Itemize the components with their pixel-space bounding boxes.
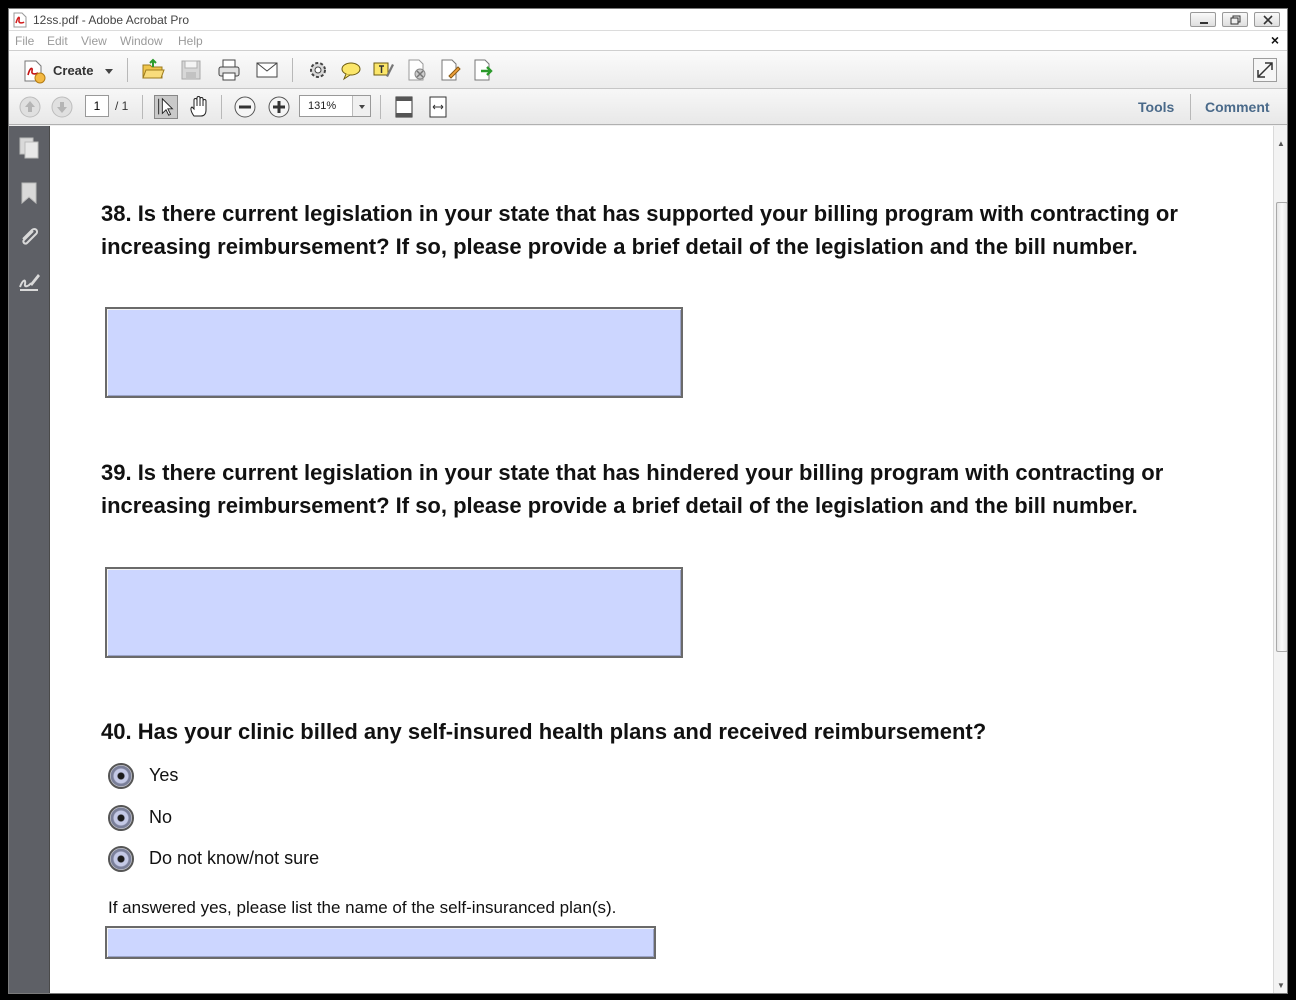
question-39-answer-field[interactable] bbox=[105, 567, 683, 658]
next-page-icon[interactable] bbox=[50, 95, 74, 119]
select-tool-icon[interactable] bbox=[154, 95, 178, 119]
comment-icon[interactable] bbox=[339, 58, 363, 82]
radio-button[interactable] bbox=[108, 805, 134, 831]
minimize-icon bbox=[1191, 13, 1217, 28]
window-title: 12ss.pdf - Adobe Acrobat Pro bbox=[33, 13, 190, 27]
sign-icon[interactable] bbox=[438, 58, 462, 82]
tools-pane-button[interactable]: Tools bbox=[1138, 99, 1175, 115]
radio-label-not-sure: Do not know/not sure bbox=[149, 848, 320, 868]
acrobat-window bbox=[8, 8, 1288, 994]
restore-icon bbox=[1223, 13, 1249, 28]
menu-help[interactable]: Help bbox=[178, 34, 203, 48]
navigation-pane bbox=[9, 126, 49, 994]
close-icon bbox=[1255, 13, 1281, 28]
fit-width-icon[interactable] bbox=[426, 95, 450, 119]
question-40-text: 40. Has your clinic billed any self-insured health plans and received reimbursement? bbox=[101, 719, 987, 744]
fit-page-icon[interactable] bbox=[392, 95, 416, 119]
title-bar bbox=[9, 9, 1287, 31]
separator bbox=[292, 58, 293, 82]
question-38-text: 38. Is there current legislation in your state that has supported your billing program with contracting or increasing reimbursement? If so, please provide a brief detail of the legislation and the bill number. bbox=[101, 201, 1178, 259]
zoom-in-icon[interactable] bbox=[267, 95, 291, 119]
menu-window[interactable]: Window bbox=[120, 34, 163, 48]
separator bbox=[221, 95, 222, 119]
chevron-down-icon bbox=[353, 96, 371, 116]
create-pdf-icon bbox=[21, 58, 47, 84]
create-label: Create bbox=[53, 63, 94, 78]
scroll-down-icon[interactable]: ▼ bbox=[1277, 981, 1285, 990]
separator bbox=[142, 95, 143, 119]
menu-edit[interactable]: Edit bbox=[47, 34, 68, 48]
question-38-answer-field[interactable] bbox=[105, 307, 683, 398]
save-icon[interactable] bbox=[179, 58, 203, 82]
menu-view[interactable]: View bbox=[81, 34, 107, 48]
page-total: / 1 bbox=[115, 99, 129, 113]
zoom-out-icon[interactable] bbox=[233, 95, 257, 119]
self-insured-plans-field[interactable] bbox=[105, 926, 656, 959]
attachment-icon[interactable] bbox=[17, 225, 41, 249]
create-button[interactable] bbox=[19, 56, 109, 84]
bookmarks-icon[interactable] bbox=[17, 181, 41, 205]
radio-label-no: No bbox=[149, 807, 173, 827]
page-number-input[interactable]: 1 bbox=[85, 95, 109, 117]
radio-button[interactable] bbox=[108, 763, 134, 789]
followup-label: If answered yes, please list the name of the self-insuranced plan(s). bbox=[108, 898, 617, 917]
close-window-button[interactable] bbox=[1254, 12, 1280, 27]
separator bbox=[127, 58, 128, 82]
signatures-icon[interactable] bbox=[17, 269, 41, 293]
separator bbox=[1190, 94, 1191, 120]
radio-label-yes: Yes bbox=[149, 765, 179, 785]
restore-button[interactable] bbox=[1222, 12, 1248, 27]
scrollbar-thumb[interactable] bbox=[1276, 202, 1288, 652]
radio-button[interactable] bbox=[108, 846, 134, 872]
document-page bbox=[49, 126, 1273, 994]
open-icon[interactable] bbox=[141, 58, 165, 82]
page-thumbnails-icon[interactable] bbox=[17, 136, 41, 160]
export-icon[interactable] bbox=[471, 58, 495, 82]
unlock-icon[interactable] bbox=[405, 58, 429, 82]
separator bbox=[380, 95, 381, 119]
fullscreen-button[interactable] bbox=[1253, 58, 1277, 82]
question-39-text: 39. Is there current legislation in your state that has hindered your billing program with contracting or increasing reimbursement? If so, please provide a brief detail of the legislation and the bill number. bbox=[101, 460, 1164, 518]
vertical-scrollbar[interactable] bbox=[1273, 126, 1288, 994]
menu-file[interactable]: File bbox=[15, 34, 35, 48]
scroll-up-icon[interactable]: ▲ bbox=[1277, 139, 1285, 148]
menu-bar bbox=[9, 31, 1287, 51]
pdf-file-icon bbox=[13, 12, 27, 28]
zoom-dropdown[interactable] bbox=[299, 95, 371, 117]
zoom-value: 131% bbox=[308, 100, 337, 112]
email-icon[interactable] bbox=[255, 58, 279, 82]
chevron-down-icon bbox=[105, 69, 113, 74]
print-icon[interactable] bbox=[217, 58, 241, 82]
highlight-icon[interactable] bbox=[371, 58, 395, 82]
previous-page-icon[interactable] bbox=[18, 95, 42, 119]
main-toolbar bbox=[9, 51, 1287, 89]
comment-pane-button[interactable]: Comment bbox=[1205, 99, 1270, 115]
close-document-icon[interactable]: × bbox=[1270, 32, 1279, 48]
minimize-button[interactable] bbox=[1190, 12, 1216, 27]
zoom-dropdown-button[interactable] bbox=[352, 96, 370, 116]
navigation-toolbar bbox=[9, 89, 1287, 125]
settings-icon[interactable] bbox=[306, 58, 330, 82]
expand-icon bbox=[1254, 59, 1276, 81]
hand-tool-icon[interactable] bbox=[187, 95, 211, 119]
